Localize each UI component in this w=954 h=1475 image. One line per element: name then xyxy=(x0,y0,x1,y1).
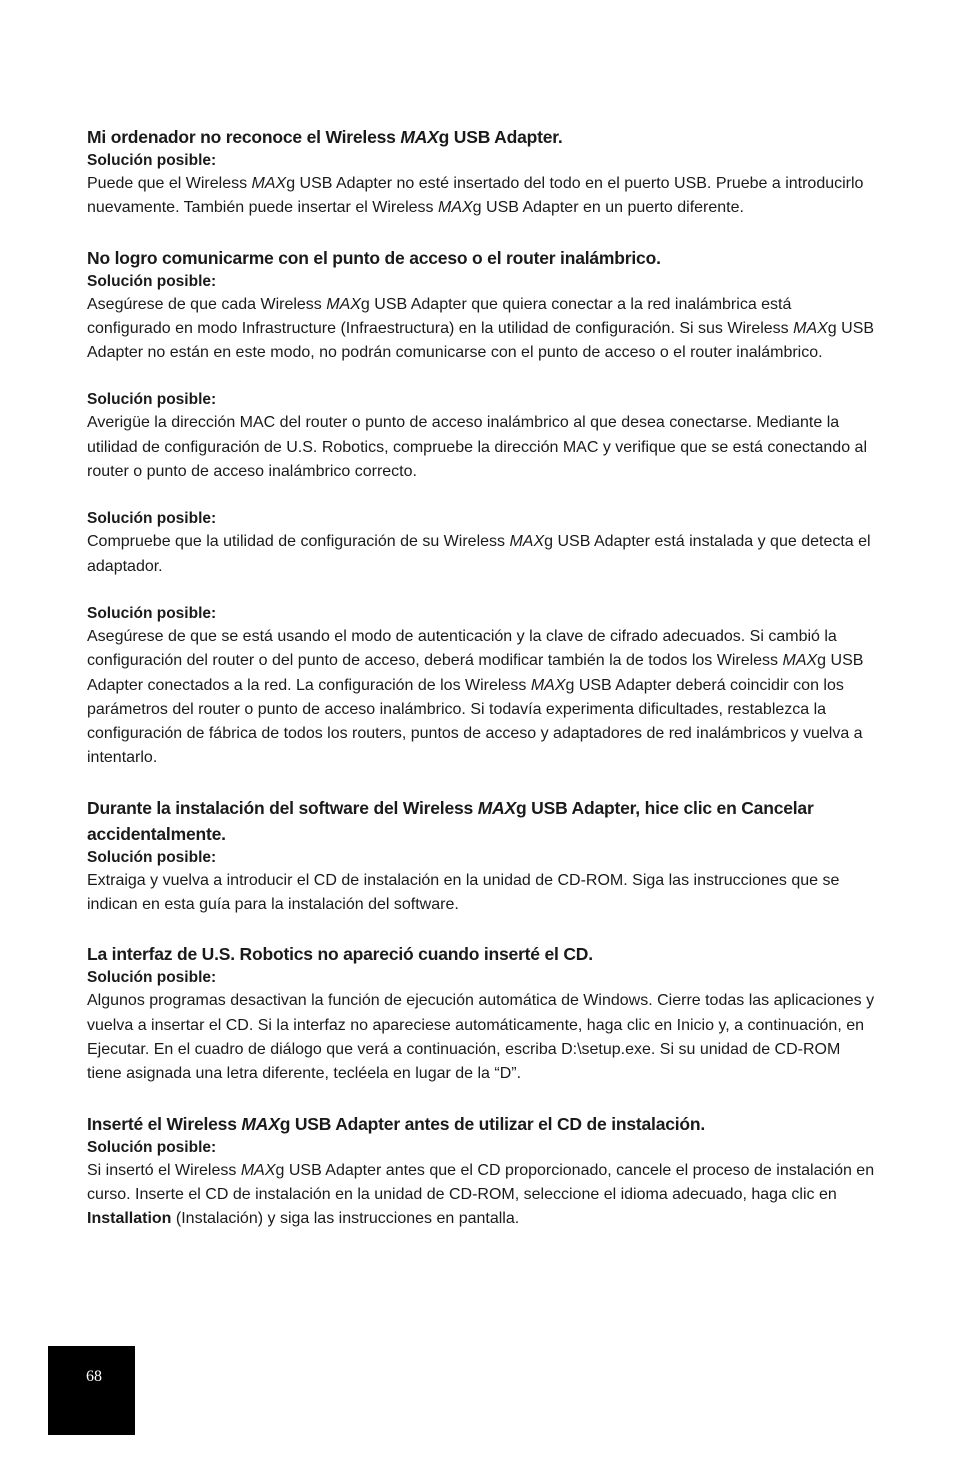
solution-block xyxy=(87,389,877,484)
solution-block xyxy=(87,271,877,366)
faq-section-1 xyxy=(87,124,877,221)
faq-question: La interfaz de U.S. Robotics no apareció cuando inserté el CD. xyxy=(87,944,593,965)
solution-text: Asegúrese de que cada Wireless MAXg USB Adapter que quiera conectar a la red inalámbrica está configurado en modo Infrastructure (Infraestructura) en la utilidad de configuración. Si sus Wireless MAXg USB Adapter no están en este modo, no podrán comunicarse con el punto de acceso o el router inalámbrico. xyxy=(87,295,875,362)
page-number-box xyxy=(48,1346,135,1435)
page-number: 68 xyxy=(86,1368,102,1385)
solution-block xyxy=(87,150,877,221)
solution-label: Solución posible: xyxy=(87,391,217,409)
faq-section-5 xyxy=(87,1111,877,1232)
faq-question: No logro comunicarme con el punto de acceso o el router inalámbrico. xyxy=(87,247,661,268)
solution-block xyxy=(87,603,877,771)
solution-text: Puede que el Wireless MAXg USB Adapter no esté insertado del todo en el puerto USB. Pruebe a introducirlo nuevamente. También puede insertar el Wireless MAXg USB Adapter en un puerto diferente. xyxy=(87,175,864,217)
solution-text: Algunos programas desactivan la función de ejecución automática de Windows. Cierre todas las aplicaciones y vuelva a insertar el CD. Si la interfaz no apareciese automáticamente, haga clic en Inicio y, a continuación, en Ejecutar. En el cuadro de diálogo que verá a continuación, escriba D:\setup.exe. Si su unidad de CD-ROM tiene asignada una letra diferente, tecléela en lugar de la “D”. xyxy=(87,992,875,1083)
solution-block xyxy=(87,508,877,579)
installation-term: Installation xyxy=(87,1210,172,1228)
solution-label: Solución posible: xyxy=(87,272,217,290)
troubleshooting-content xyxy=(87,124,877,1255)
faq-question: Mi ordenador no reconoce el Wireless MAXg USB Adapter. xyxy=(87,127,563,147)
solution-text: Extraiga y vuelva a introducir el CD de instalación en la unidad de CD-ROM. Siga las instrucciones que se indican en esta guía para la instalación del software. xyxy=(87,871,840,914)
faq-question: Durante la instalación del software del Wireless MAXg USB Adapter, hice clic en Cancelar accidentalmente. xyxy=(87,797,814,844)
solution-text: Averigüe la dirección MAC del router o punto de acceso inalámbrico al que desea conectarse. Mediante la utilidad de configuración de U.S. Robotics, compruebe la dirección MAC y verifique que se está conectando al router o punto de acceso inalámbrico correcto. xyxy=(87,414,867,481)
solution-block xyxy=(87,847,877,918)
solution-label: Solución posible: xyxy=(87,1138,217,1156)
faq-question: Inserté el Wireless MAXg USB Adapter antes de utilizar el CD de instalación. xyxy=(87,1113,706,1134)
solution-block xyxy=(87,967,877,1086)
solution-label: Solución posible: xyxy=(87,510,217,528)
solution-text: Si insertó el Wireless MAXg USB Adapter antes que el CD proporcionado, cancele el proceso de instalación en curso. Inserte el CD de instalación en la unidad de CD-ROM, seleccione el idioma adecuado, haga clic en Installation (Instalación) y siga las instrucciones en pantalla. xyxy=(87,1161,875,1228)
solution-label: Solución posible: xyxy=(87,848,217,866)
solution-block xyxy=(87,1137,877,1232)
faq-section-2 xyxy=(87,245,877,771)
solution-text: Compruebe que la utilidad de configuración de su Wireless MAXg USB Adapter está instalada y que detecta el adaptador. xyxy=(87,533,871,575)
solution-text: Asegúrese de que se está usando el modo de autenticación y la clave de cifrado adecuados. Si cambió la configuración del router o del punto de acceso, deberá modificar también la de todos los Wireless MAXg USB Adapter conectados a la red. La configuración de los Wireless MAXg USB Adapter deberá coincidir con los parámetros del router o punto de acceso inalámbrico. Si todavía experimenta dificultades, restablezca la configuración de fábrica de todos los routers, puntos de acceso y adaptadores de red inalámbricos y vuelva a intentarlo. xyxy=(87,627,864,767)
solution-label: Solución posible: xyxy=(87,969,217,987)
solution-label: Solución posible: xyxy=(87,604,217,622)
solution-label: Solución posible: xyxy=(87,152,217,169)
faq-section-4 xyxy=(87,941,877,1086)
faq-section-3 xyxy=(87,795,877,918)
